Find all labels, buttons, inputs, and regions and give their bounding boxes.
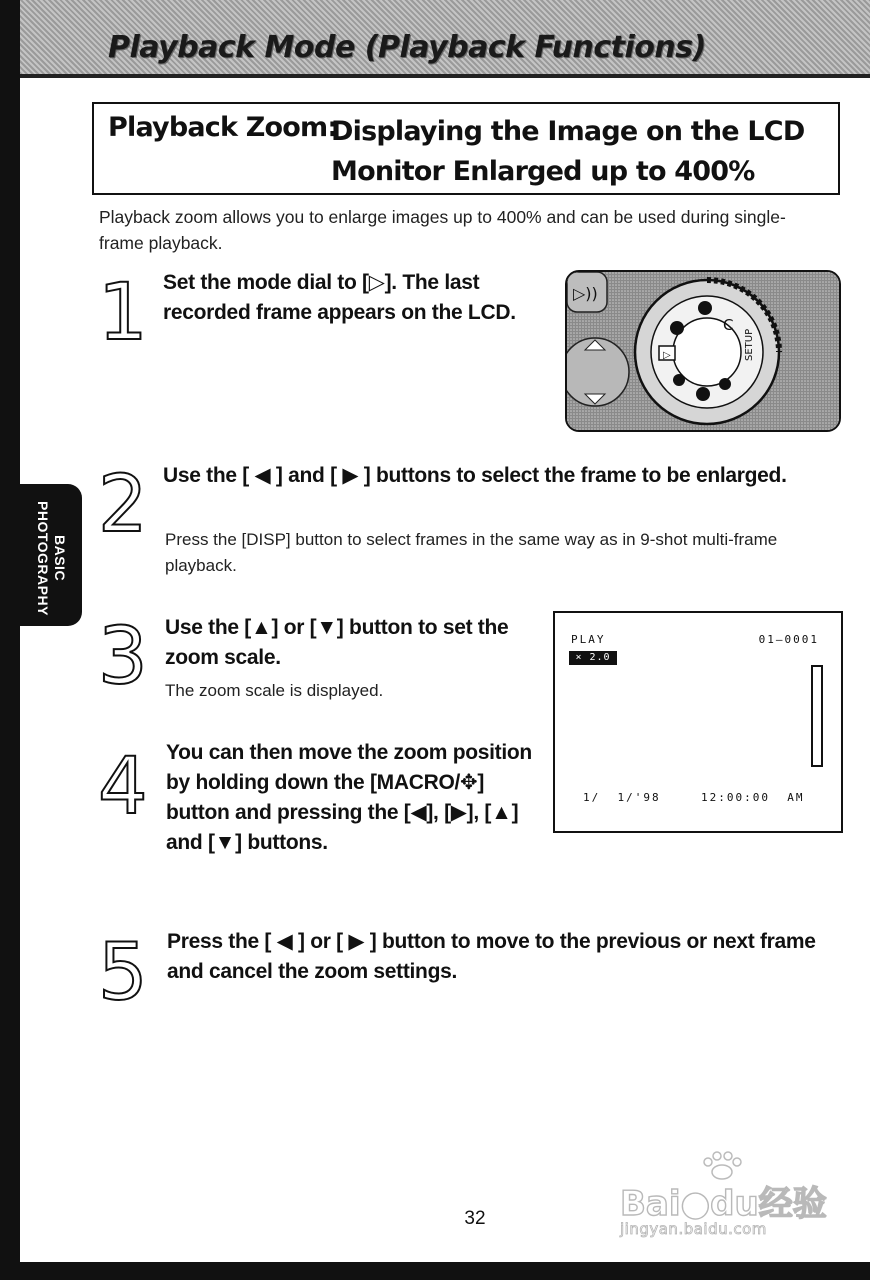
baidu-watermark <box>616 1150 826 1250</box>
lcd-frame-number: 01–0001 <box>758 633 819 646</box>
svg-text:▷: ▷ <box>663 350 671 361</box>
watermark-url: jingyan.baidu.com <box>620 1220 767 1238</box>
step-1-heading: Set the mode dial to [▷]. The last recorded frame appears on the LCD. <box>163 271 516 324</box>
step-2-heading: Use the [ ◀ ] and [ ▶ ] buttons to select the frame to be enlarged. <box>163 464 787 487</box>
page-title-box <box>92 102 840 195</box>
lcd-monitor-display <box>553 611 843 833</box>
lcd-time: 12:00:00 AM <box>701 791 805 804</box>
page-edge-bottom <box>0 1262 870 1280</box>
svg-text:▷)): ▷)) <box>573 284 598 303</box>
step-5-number: 5 <box>98 928 148 1018</box>
svg-text:C: C <box>723 316 734 334</box>
step-4-heading: You can then move the zoom position by holding down the [MACRO/✥] button and pressing the [◀], [▶], [▲] and [▼] buttons. <box>166 741 532 854</box>
step-2-detail: Press the [DISP] button to select frames in the same way as in 9-shot multi-frame playback. <box>165 530 778 575</box>
step-2-number: 2 <box>98 460 148 550</box>
side-tab-label: BASIC PHOTOGRAPHY <box>35 500 68 616</box>
step-5-heading: Press the [ ◀ ] or [ ▶ ] button to move to the previous or next frame and cancel the zoom settings. <box>167 930 816 983</box>
intro-paragraph: Playback zoom allows you to enlarge images up to 400% and can be used during single-frame playback. <box>99 207 786 253</box>
step-3-heading: Use the [▲] or [▼] button to set the zoom scale. <box>165 616 509 669</box>
page-title-lead: Playback Zoom: <box>108 112 338 143</box>
lcd-mode-label: PLAY <box>571 633 606 646</box>
step-1-number: 1 <box>98 268 148 358</box>
lcd-zoom-bar <box>811 665 823 767</box>
watermark-logo-text: Bai●du经验 <box>620 1184 827 1224</box>
lcd-date: 1/ 1/'98 <box>583 791 661 804</box>
section-header <box>20 0 870 78</box>
dial-setup-label: SETUP <box>744 328 755 361</box>
camera-mode-dial-illustration <box>565 270 841 432</box>
section-title: Playback Mode (Playback Functions) <box>108 30 706 65</box>
step-3-detail: The zoom scale is displayed. <box>165 681 384 700</box>
page-number: 32 <box>464 1208 486 1229</box>
lcd-zoom-scale: × 2.0 <box>569 651 617 665</box>
step-3-number: 3 <box>98 612 148 702</box>
side-tab <box>20 484 82 626</box>
mode-dial-drawing <box>567 272 841 432</box>
page-edge-left <box>0 0 20 1280</box>
step-4-number: 4 <box>98 742 148 832</box>
page-title-rest: Displaying the Image on the LCD Monitor Enlarged up to 400% <box>331 116 805 187</box>
